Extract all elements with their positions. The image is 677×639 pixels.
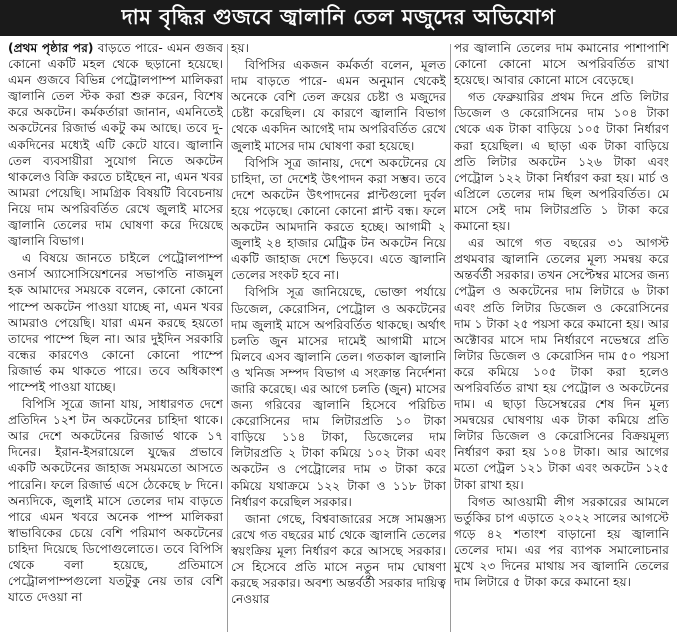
article-paragraph: এ বিষয়ে জানতে চাইলে পেট্রোলপাম্প ওনার্স অ্যাসোসিয়েশনের সভাপতি নাজমুল হক আমাদের সময়কে বলেন, কোনো কোনো পাম্পে অকটেন পাওয়া যাচ্ছে না, এমন খবর আমরাও পেয়েছি। যারা এমন করছে হয়তো তাদের পাম্পে ছিল না। আর দুইদিন সরকারি বন্ধের কারণেও কোনো কোনো পাম্পে রিজার্ভ কম থাকতে পারে। তবে অধিকাংশ পাম্পেই পাওয়া যাচ্ছে। xyxy=(8,251,223,394)
article-paragraph: বিপিসি সূত্র জানায়, দেশে অকটেনের যে চাহিদা, তা দেশেই উৎপাদন করা সম্ভব। তবে দেশে অকটেন উৎপাদনের প্লান্টগুলো দুর্বল হয়ে পড়েছে। কোনো কোনো প্লান্ট বন্ধ। ফলে অকটেন আমদানি করতে হচ্ছে। আগামী ২ জুলাই ২৪ হাজার মেট্রিক টন অকটেন নিয়ে একটি জাহাজ দেশে ভিড়বে। এতে জ্বালানি তেলের সংকট হবে না। xyxy=(231,155,446,283)
article-column-3 xyxy=(454,40,669,636)
article-body xyxy=(8,40,670,636)
article-paragraph: পর জ্বালানি তেলের দাম কমানোর পাশাপাশি কোনো কোনো মাসে অপরিবর্তিত রাখা হয়েছে। আবার কোনো মাসে বেড়েছে। xyxy=(454,41,669,88)
paragraph-text: বাড়তে পারে- এমন গুজব কোনো একটি মহল থেকে ছড়ানো হয়েছে। এমন গুজবে বিভিন্ন পেট্রোলপাম্প মালিকরা জ্বালানি তেল স্টক করা শুরু করেন, বিশেষ করে অকটেন। কর্মকর্তারা জানান, এমনিতেই অকটেনের রিজার্ভ একটু কম আছে। তবে দু-একদিনের মধ্যেই এটি কেটে যাবে। জ্বালানি তেল ব্যবসায়ীরা সুযোগ নিতে অকটেন থাকলেও বিক্রি করতে চাইছেন না, এমন খবর আমরা পেয়েছি। সামগ্রিক বিষয়টি বিবেচনায় নিয়ে দাম অপরিবর্তিত রেখে জুলাই মাসের জ্বালানি তেলের দাম ঘোষণা করে দিয়েছে জ্বালানি বিভাগ। xyxy=(8,41,223,249)
article-paragraph: জানা গেছে, বিশ্ববাজারের সঙ্গে সামঞ্জস্য রেখে গত বছরের মার্চ থেকে জ্বালানি তেলের স্বয়ংক্রিয় মূল্য নির্ধারণ করে আসছে সরকার। সে হিসেবে প্রতি মাসে নতুন দাম ঘোষণা করছে সরকার। অবশ্য অন্তর্বর্তী সরকার দায়িত্ব নেওয়ার xyxy=(231,511,446,607)
article-paragraph: এর আগে গত বছরের ৩১ আগস্ট প্রথমবার জ্বালানি তেলের মূল্য সমন্বয় করে অন্তর্বর্তী সরকার। তখন সেপ্টেম্বর মাসের জন্য পেট্রল ও অকটেনের দাম লিটারে ৬ টাকা এবং প্রতি লিটার ডিজেল ও কেরোসিনের দাম ১ টাকা ২৫ পয়সা করে কমানো হয়। আর অক্টোবর মাসে দাম নির্ধারণে নভেম্বরে প্রতি লিটার ডিজেল ও কেরোসিন দাম ৫০ পয়সা করে কমিয়ে ১০৫ টাকা করা হলেও অপরিবর্তিত রাখা হয় পেট্রোল ও অকটেনের দাম। এ ছাড়া ডিসেম্বরের শেষ দিন মূল্য সমন্বয়ের ঘোষণায় এক টাকা কমিয়ে প্রতি লিটার ডিজেল ও কেরোসিনের বিক্রয়মূল্য নির্ধারণ করা হয় ১০৪ টাকা। আর আগের মতো পেট্রল ১২১ টাকা এবং অকটেন ১২৫ টাকা রাখা হয়। xyxy=(454,236,669,492)
headline: দাম বৃদ্ধির গুজবে জ্বালানি তেল মজুদের অভিযোগ xyxy=(0,0,677,36)
article-paragraph: বিগত আওয়ামী লীগ সরকারের আমলে ভর্তুকির চাপ এড়াতে ২০২২ সালের আগস্টে গড়ে ৪২ শতাংশ বাড়ানো হয় জ্বালানি তেলের দাম। এর পর ব্যাপক সমালোচনার মুখে ২৩ দিনের মাথায় সব জ্বালানি তেলের দাম লিটারে ৫ টাকা করে কমানো হয়। xyxy=(454,494,669,590)
article-column-1 xyxy=(8,40,223,636)
article-column-2 xyxy=(231,40,446,636)
article-paragraph: গত ফেব্রুয়ারির প্রথম দিনে প্রতি লিটার ডিজেল ও কেরোসিনের দাম ১০৪ টাকা থেকে এক টাকা বাড়িয়ে ১০৫ টাকা নির্ধারণ করা হয়েছিল। এ ছাড়া এক টাকা বাড়িয়ে প্রতি লিটার অকটেন ১২৬ টাকা এবং পেট্রোল ১২২ টাকা নির্ধারণ করা হয়। মার্চ ও এপ্রিলে তেলের দাম ছিল অপরিবর্তিত। মে মাসে সেই দাম লিটারপ্রতি ১ টাকা করে কমানো হয়। xyxy=(454,90,669,234)
continuation-tag: (প্রথম পৃষ্ঠার পর) xyxy=(8,41,94,55)
article-paragraph: হয়। xyxy=(231,41,249,55)
article-paragraph: বিপিসির একজন কর্মকর্তা বলেন, মূলত দাম বাড়তে পারে- এমন অনুমান থেকেই অনেকে বেশি তেল ক্রয়ের চেষ্টা ও মজুদের চেষ্টা করেছিল। যে কারণে জ্বালানি বিভাগ থেকে একদিন আগেই দাম অপরিবর্তিত রেখে জুলাই মাসের দাম ঘোষণা করা হয়েছে। xyxy=(231,58,446,153)
article-paragraph: বিপিসি সূত্রে জানা যায়, সাধারণত দেশে প্রতিদিন ১২শ টন অকটেনের চাহিদা থাকে। আর দেশে অকটেনের রিজার্ভ থাকে ১৭ দিনের। ইরান-ইসরায়েলে যুদ্ধের প্রভাবে একটি অকটেনের জাহাজ সময়মতো আসতে পারেনি। ফলে রিজার্ভ এসে ঠেকেছে ৮ দিনে। অন্যদিকে, জুলাই মাসে তেলের দাম বাড়তে পারে এমন খবরে অনেক পাম্প মালিকরা স্বাভাবিকের চেয়ে বেশি পরিমাণ অকটেনের চাহিদা দিয়েছে ডিপোগুলোতে। তবে বিপিসি থেকে বলা হয়েছে, প্রতিমাসে পেট্রোলপাম্পগুলো যতটুকু নেয় তার বেশি যাতে দেওয়া না xyxy=(8,397,223,605)
article-paragraph: বিপিসি সূত্র জানিয়েছে, ভোক্তা পর্যায়ে ডিজেল, কেরোসিন, পেট্রোল ও অকটেনের দাম জুলাই মাসে অপরিবর্তিত থাকছে। অর্থাৎ চলতি জুন মাসের দামেই আগামী মাসে মিলবে এসব জ্বালানি তেল। গতকাল জ্বালানি ও খনিজ সম্পদ বিভাগ এ সংক্রান্ত নির্দেশনা জারি করেছে। এর আগে চলতি (জুন) মাসের জন্য গরিবের জ্বালানি হিসেবে পরিচিত কেরোসিনের দাম লিটারপ্রতি ১০ টাকা বাড়িয়ে ১১৪ টাকা, ডিজেলের দাম লিটারপ্রতি ২ টাকা কমিয়ে ১০২ টাকা এবং অকটেন ও পেট্রোলের দাম ৩ টাকা করে কমিয়ে যথাক্রমে ১২২ টাকা ও ১১৮ টাকা নির্ধারণ করেছিল সরকার। xyxy=(231,285,446,509)
article-paragraph xyxy=(8,40,223,249)
